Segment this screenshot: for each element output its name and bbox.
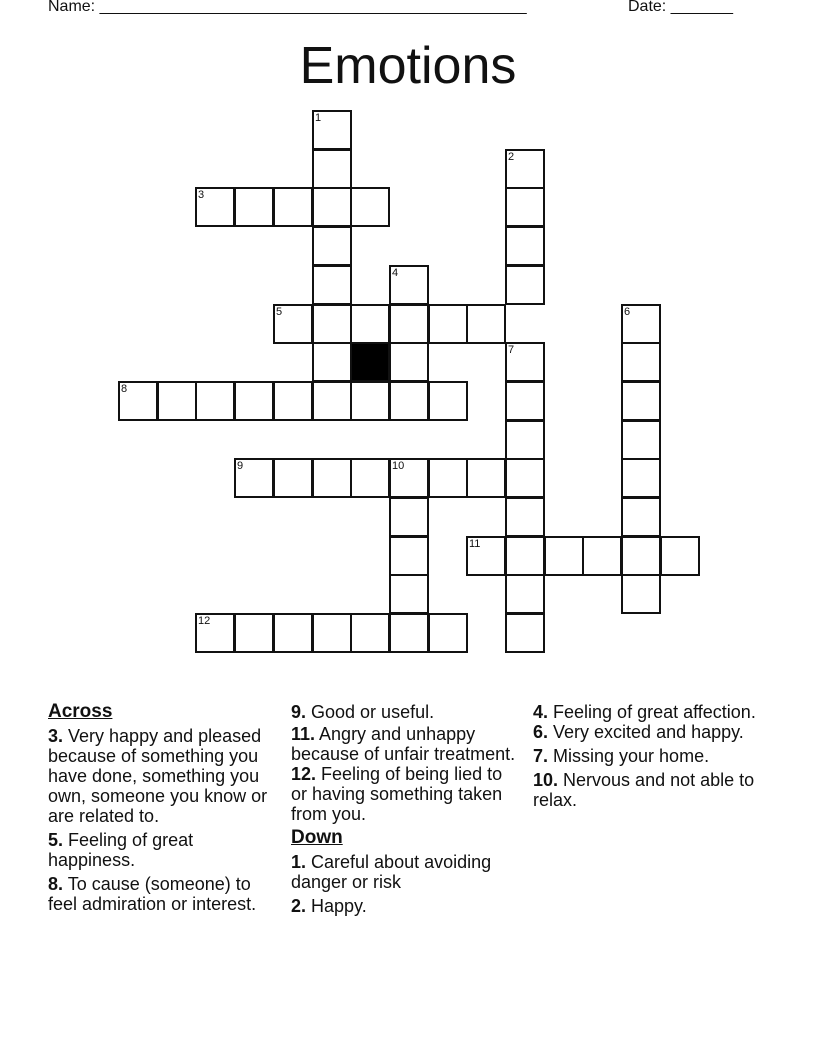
- grid-cell[interactable]: [157, 381, 197, 421]
- grid-cell[interactable]: [428, 458, 468, 498]
- grid-cell[interactable]: [621, 304, 661, 344]
- cell-number: 11: [469, 538, 481, 550]
- grid-cell[interactable]: [389, 342, 429, 382]
- page-title: Emotions: [299, 37, 517, 95]
- grid-cell[interactable]: [505, 420, 545, 460]
- clue-number: 4.: [533, 702, 549, 722]
- clue-across-8: [48, 874, 280, 914]
- grid-cell[interactable]: [621, 420, 661, 460]
- clue-text: Angry and unhappy because of unfair treatment.: [291, 724, 516, 764]
- grid-cell[interactable]: [350, 187, 390, 227]
- grid-cell[interactable]: [273, 187, 313, 227]
- clues-column-2: [291, 702, 523, 920]
- grid-cell[interactable]: [350, 613, 390, 653]
- grid-cell[interactable]: [312, 265, 352, 305]
- grid-cell[interactable]: [118, 381, 158, 421]
- cell-number: 12: [198, 615, 211, 627]
- grid-cell[interactable]: [312, 226, 352, 266]
- grid-cell[interactable]: [505, 342, 545, 382]
- clue-down-1: [291, 852, 523, 892]
- grid-cell[interactable]: [273, 458, 313, 498]
- grid-cell[interactable]: [544, 536, 584, 576]
- cell-number: 9: [237, 460, 244, 472]
- grid-cell[interactable]: [312, 304, 352, 344]
- clue-across-5: [48, 830, 280, 870]
- clue-across-3: [48, 726, 280, 826]
- grid-cell[interactable]: [273, 613, 313, 653]
- clue-number: 6.: [533, 722, 549, 742]
- grid-cell[interactable]: [389, 265, 429, 305]
- grid-cell[interactable]: [195, 187, 235, 227]
- clue-across-9: [291, 702, 523, 722]
- grid-cell[interactable]: [350, 381, 390, 421]
- grid-cell[interactable]: [621, 497, 661, 537]
- clue-number: 11.: [291, 724, 316, 744]
- grid-cell[interactable]: [312, 187, 352, 227]
- cell-number: 8: [121, 383, 128, 395]
- grid-cell[interactable]: [621, 574, 661, 614]
- grid-cell[interactable]: [389, 458, 429, 498]
- grid-cell[interactable]: [660, 536, 700, 576]
- grid-cell[interactable]: [350, 458, 390, 498]
- grid-cell[interactable]: [195, 613, 235, 653]
- grid-cell[interactable]: [273, 381, 313, 421]
- grid-cell[interactable]: [466, 536, 506, 576]
- clues-column-1: [48, 702, 280, 918]
- clue-down-7: [533, 746, 765, 766]
- clue-across-11: [291, 724, 523, 764]
- grid-cell[interactable]: [505, 149, 545, 189]
- clue-text: Feeling of great happiness.: [48, 830, 194, 870]
- clue-text: Feeling of great affection.: [548, 702, 756, 722]
- clues-column-3: [533, 702, 765, 814]
- cell-number: 10: [392, 460, 405, 472]
- cell-number: 7: [508, 344, 515, 356]
- grid-cell[interactable]: [505, 574, 545, 614]
- cell-number: 2: [508, 151, 515, 163]
- cell-number: 6: [624, 306, 631, 318]
- grid-cell[interactable]: [428, 381, 468, 421]
- grid-cell[interactable]: [312, 613, 352, 653]
- clue-number: 3.: [48, 726, 64, 746]
- clue-number: 5.: [48, 830, 64, 850]
- grid-cell[interactable]: [505, 381, 545, 421]
- blocked-cell: [350, 342, 390, 382]
- clue-number: 7.: [533, 746, 549, 766]
- grid-cell[interactable]: [505, 458, 545, 498]
- clue-down-2: [291, 896, 523, 916]
- cell-number: 1: [315, 112, 322, 124]
- clue-text: Missing your home.: [548, 746, 710, 766]
- clue-number: 12.: [291, 764, 317, 784]
- grid-cell[interactable]: [621, 458, 661, 498]
- cell-number: 5: [276, 306, 283, 318]
- clue-number: 1.: [291, 852, 307, 872]
- grid-cell[interactable]: [466, 458, 506, 498]
- grid-cell[interactable]: [389, 497, 429, 537]
- grid-cell[interactable]: [428, 613, 468, 653]
- grid-cell[interactable]: [428, 304, 468, 344]
- clue-text: Feeling of being lied to or having something taken from you.: [291, 764, 503, 824]
- grid-cell[interactable]: [195, 381, 235, 421]
- clue-number: 10.: [533, 770, 559, 790]
- cell-number: 4: [392, 267, 399, 279]
- grid-cell[interactable]: [389, 574, 429, 614]
- clue-text: Happy.: [306, 896, 367, 916]
- down-heading: Down: [291, 827, 343, 848]
- grid-cell[interactable]: [389, 381, 429, 421]
- grid-cell[interactable]: [389, 304, 429, 344]
- grid-cell[interactable]: [505, 613, 545, 653]
- grid-cell[interactable]: [389, 536, 429, 576]
- grid-cell[interactable]: [312, 381, 352, 421]
- grid-cell[interactable]: [466, 304, 506, 344]
- grid-cell[interactable]: [389, 613, 429, 653]
- clue-across-12: [291, 764, 523, 824]
- clue-number: 8.: [48, 874, 64, 894]
- grid-cell[interactable]: [312, 342, 352, 382]
- clue-number: 9.: [291, 702, 307, 722]
- grid-cell[interactable]: [505, 536, 545, 576]
- grid-cell[interactable]: [505, 265, 545, 305]
- grid-cell[interactable]: [505, 497, 545, 537]
- clue-text: Very happy and pleased because of something you have done, something you own, someone you know or are related to.: [48, 726, 268, 826]
- grid-cell[interactable]: [312, 458, 352, 498]
- clue-number: 2.: [291, 896, 307, 916]
- across-heading: Across: [48, 701, 113, 722]
- grid-cell[interactable]: [582, 536, 622, 576]
- clue-down-4: [533, 702, 765, 722]
- clue-text: Good or useful.: [306, 702, 435, 722]
- date-field-label: Date: _______: [628, 0, 733, 15]
- grid-cell[interactable]: [312, 110, 352, 150]
- clue-text: Very excited and happy.: [548, 722, 744, 742]
- grid-cell[interactable]: [621, 381, 661, 421]
- grid-cell[interactable]: [234, 458, 274, 498]
- clue-text: Nervous and not able to relax.: [533, 770, 755, 810]
- grid-cell[interactable]: [234, 381, 274, 421]
- grid-cell[interactable]: [350, 304, 390, 344]
- clue-text: Careful about avoiding danger or risk: [291, 852, 492, 892]
- grid-cell[interactable]: [234, 613, 274, 653]
- clue-text: To cause (someone) to feel admiration or interest.: [48, 874, 257, 914]
- cell-number: 3: [198, 189, 205, 201]
- grid-cell[interactable]: [621, 342, 661, 382]
- grid-cell[interactable]: [234, 187, 274, 227]
- grid-cell[interactable]: [273, 304, 313, 344]
- grid-cell[interactable]: [505, 187, 545, 227]
- grid-cell[interactable]: [621, 536, 661, 576]
- grid-cell[interactable]: [505, 226, 545, 266]
- clue-down-6: [533, 722, 765, 742]
- grid-cell[interactable]: [312, 149, 352, 189]
- clue-down-10: [533, 770, 765, 810]
- name-field-label: Name: ________________________________________________: [48, 0, 527, 15]
